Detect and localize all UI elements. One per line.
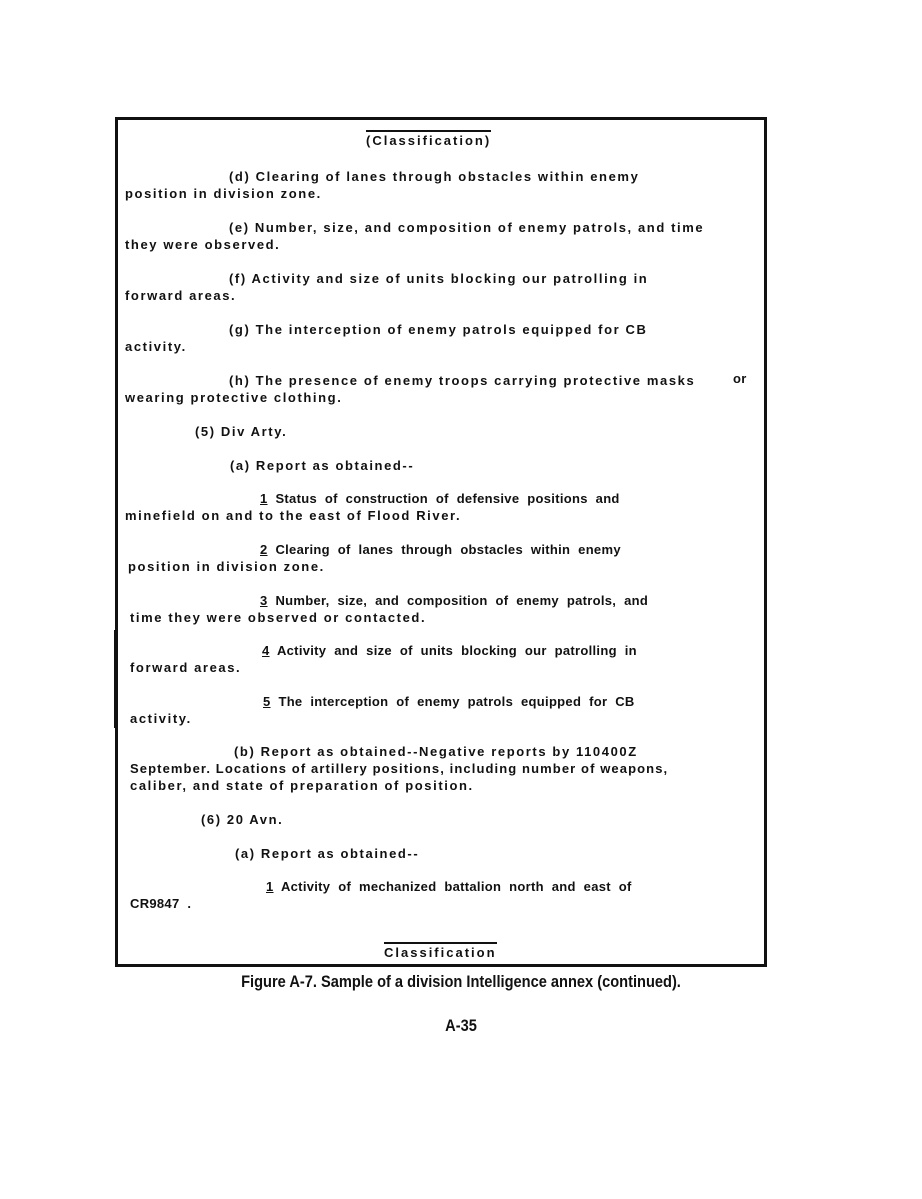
item-3-line2: time they were observed or contacted. (130, 610, 427, 625)
para-d-line1: (d) Clearing of lanes through obstacles within enemy (229, 169, 640, 184)
mech-item-1-line1: 1 Activity of mechanized battalion north and east of (266, 879, 632, 894)
para-b-line3: caliber, and state of preparation of position. (130, 778, 474, 793)
para-h-line1: (h) The presence of enemy troops carrying protective masks (229, 373, 696, 388)
para-g-line2: activity. (125, 339, 187, 354)
para-d-line2: position in division zone. (125, 186, 322, 201)
para-f-line1: (f) Activity and size of units blocking our patrolling in (229, 271, 649, 286)
change-bar (114, 638, 117, 728)
para-e-line1: (e) Number, size, and composition of enemy patrols, and time (229, 220, 705, 235)
section-5a-heading: (a) Report as obtained-- (230, 458, 415, 473)
figure-caption: Figure A-7. Sample of a division Intelligence annex (continued). (241, 972, 681, 991)
section-5-heading: (5) Div Arty. (195, 424, 288, 439)
para-h-line2: wearing protective clothing. (125, 390, 343, 405)
item-1-line2: minefield on and to the east of Flood River. (125, 508, 462, 523)
section-6-heading: (6) 20 Avn. (201, 812, 284, 827)
para-b-line1: (b) Report as obtained--Negative reports by 110400Z (234, 744, 638, 759)
section-6a-heading: (a) Report as obtained-- (235, 846, 420, 861)
item-3-line1: 3 Number, size, and composition of enemy patrols, and (260, 593, 649, 608)
item-5-line2: activity. (130, 711, 192, 726)
para-e-line2: they were observed. (125, 237, 281, 252)
mech-item-1-line2: CR9847 . (130, 896, 192, 911)
para-g-line1: (g) The interception of enemy patrols equipped for CB (229, 322, 648, 337)
item-4-line2: forward areas. (130, 660, 242, 675)
para-b-line2: September. Locations of artillery positions, including number of weapons, (130, 761, 669, 776)
para-h-or: or (733, 371, 747, 386)
page-number: A-35 (445, 1016, 477, 1035)
item-4-line1: 4 Activity and size of units blocking our patrolling in (262, 643, 637, 658)
footer-classification: Classification (384, 942, 497, 961)
para-f-line2: forward areas. (125, 288, 237, 303)
item-2-line1: 2 Clearing of lanes through obstacles within enemy (260, 542, 621, 557)
item-2-line2: position in division zone. (128, 559, 325, 574)
item-1-line1: 1 Status of construction of defensive positions and (260, 491, 620, 506)
header-classification: (Classification) (366, 130, 491, 149)
item-5-line1: 5 The interception of enemy patrols equipped for CB (263, 694, 635, 709)
